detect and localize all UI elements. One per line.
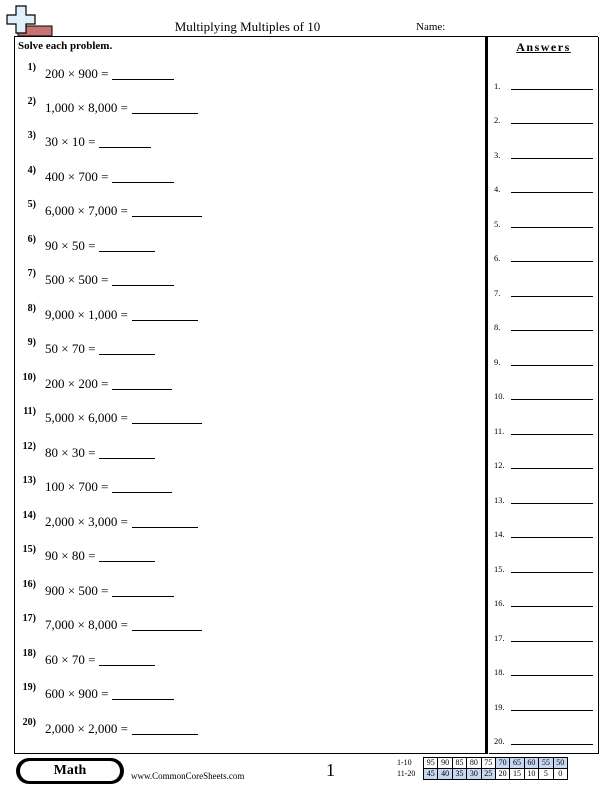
answer-blank[interactable] — [132, 308, 198, 321]
answer-blank[interactable] — [132, 515, 198, 528]
answers-panel — [489, 37, 599, 754]
answer-line[interactable] — [511, 399, 593, 400]
answer-line[interactable] — [511, 606, 593, 607]
score-cell: 30 — [467, 769, 481, 780]
problem-expression: 1,000 × 8,000 = — [45, 100, 128, 115]
score-cell: 10 — [524, 769, 538, 780]
score-cell: 70 — [495, 758, 509, 769]
score-cell: 80 — [467, 758, 481, 769]
score-cell: 50 — [553, 758, 567, 769]
answer-label: 20. — [494, 736, 505, 746]
problem-expression: 500 × 500 = — [45, 272, 109, 287]
answer-label: 12. — [494, 460, 505, 470]
answer-line[interactable] — [511, 192, 593, 193]
score-cell: 40 — [438, 769, 452, 780]
answer-label: 18. — [494, 667, 505, 677]
score-cell: 95 — [424, 758, 438, 769]
answer-blank[interactable] — [112, 273, 174, 286]
problem-number: 6) — [27, 234, 36, 245]
problem-number: 15) — [22, 544, 36, 555]
problem-number: 14) — [22, 510, 36, 521]
problem-number: 5) — [27, 199, 36, 210]
answer-line[interactable] — [511, 641, 593, 642]
problem-expression: 200 × 200 = — [45, 376, 109, 391]
answer-label: 15. — [494, 564, 505, 574]
problem-expression: 200 × 900 = — [45, 66, 109, 81]
score-row — [397, 758, 567, 769]
score-cell: 0 — [553, 769, 567, 780]
score-cell: 5 — [539, 769, 553, 780]
problem-number: 3) — [27, 130, 36, 141]
answer-blank[interactable] — [99, 239, 155, 252]
answer-line[interactable] — [511, 89, 593, 90]
score-row-label: 11-20 — [397, 769, 416, 778]
problem-expression: 7,000 × 8,000 = — [45, 617, 128, 632]
problem-number: 8) — [27, 303, 36, 314]
answer-blank[interactable] — [112, 480, 172, 493]
answer-label: 16. — [494, 598, 505, 608]
answer-label: 14. — [494, 529, 505, 539]
worksheet-title: Multiplying Multiples of 10 — [174, 19, 321, 34]
score-row — [397, 769, 567, 780]
answer-line[interactable] — [511, 296, 593, 297]
answer-label: 2. — [494, 115, 501, 125]
instructions: Solve each problem. — [18, 40, 113, 52]
score-cell: 20 — [495, 769, 509, 780]
problem-expression: 90 × 80 = — [45, 548, 96, 563]
problem-number: 10) — [22, 372, 36, 383]
problem-expression: 60 × 70 = — [45, 652, 96, 667]
score-cell: 90 — [438, 758, 452, 769]
problem-number: 13) — [22, 475, 36, 486]
answer-line[interactable] — [511, 227, 593, 228]
problem-number: 11) — [23, 406, 36, 417]
score-cell: 60 — [524, 758, 538, 769]
answer-label: 6. — [494, 253, 501, 263]
answer-line[interactable] — [511, 365, 593, 366]
answer-label: 17. — [494, 633, 505, 643]
problem-number: 1) — [27, 62, 36, 73]
answer-line[interactable] — [511, 710, 593, 711]
answer-label: 8. — [494, 322, 501, 332]
answer-blank[interactable] — [132, 101, 198, 114]
score-cell: 85 — [452, 758, 466, 769]
answer-label: 4. — [494, 184, 501, 194]
score-table — [397, 757, 568, 780]
answer-blank[interactable] — [132, 618, 202, 631]
answers-title: Answers — [516, 40, 571, 54]
answer-line[interactable] — [511, 434, 593, 435]
problem-number: 20) — [22, 717, 36, 728]
problem-expression: 6,000 × 7,000 = — [45, 203, 128, 218]
answer-blank[interactable] — [132, 411, 202, 424]
answer-label: 13. — [494, 495, 505, 505]
answer-line[interactable] — [511, 468, 593, 469]
panel-divider — [486, 37, 488, 754]
answer-blank[interactable] — [99, 446, 155, 459]
score-cell: 55 — [539, 758, 553, 769]
answer-blank[interactable] — [112, 170, 174, 183]
problem-expression: 9,000 × 1,000 = — [45, 307, 128, 322]
answer-line[interactable] — [511, 123, 593, 124]
answer-line[interactable] — [511, 158, 593, 159]
answer-blank[interactable] — [132, 204, 202, 217]
answer-line[interactable] — [511, 261, 593, 262]
problem-expression: 80 × 30 = — [45, 445, 96, 460]
answer-line[interactable] — [511, 744, 593, 745]
problem-expression: 30 × 10 = — [45, 134, 96, 149]
problem-number: 12) — [22, 441, 36, 452]
answer-line[interactable] — [511, 503, 593, 504]
answer-blank[interactable] — [112, 687, 174, 700]
answer-line[interactable] — [511, 330, 593, 331]
score-row-label: 1-10 — [397, 758, 412, 767]
answer-label: 10. — [494, 391, 505, 401]
name-label: Name: — [416, 21, 446, 33]
answer-blank[interactable] — [112, 584, 174, 597]
problem-number: 9) — [27, 337, 36, 348]
answer-line[interactable] — [511, 537, 593, 538]
answer-label: 11. — [494, 426, 505, 436]
problem-number: 4) — [27, 165, 36, 176]
page-number: 1 — [326, 760, 335, 780]
problem-expression: 2,000 × 3,000 = — [45, 514, 128, 529]
score-cell: 35 — [452, 769, 466, 780]
answer-label: 9. — [494, 357, 501, 367]
score-cell: 45 — [424, 769, 438, 780]
answer-label: 19. — [494, 702, 505, 712]
problem-number: 17) — [22, 613, 36, 624]
problem-expression: 2,000 × 2,000 = — [45, 721, 128, 736]
answer-label: 7. — [494, 288, 501, 298]
problem-number: 18) — [22, 648, 36, 659]
problem-expression: 600 × 900 = — [45, 686, 109, 701]
score-cell: 15 — [510, 769, 524, 780]
problem-number: 7) — [27, 268, 36, 279]
subject-badge-label: Math — [20, 761, 120, 781]
problem-number: 2) — [27, 96, 36, 107]
problem-expression: 900 × 500 = — [45, 583, 109, 598]
score-cell: 65 — [510, 758, 524, 769]
answer-blank[interactable] — [132, 722, 198, 735]
problem-expression: 400 × 700 = — [45, 169, 109, 184]
answer-blank[interactable] — [99, 342, 155, 355]
score-cell: 75 — [481, 758, 495, 769]
answer-label: 1. — [494, 81, 501, 91]
problem-expression: 50 × 70 = — [45, 341, 96, 356]
problem-number: 16) — [22, 579, 36, 590]
answer-label: 5. — [494, 219, 501, 229]
answer-blank[interactable] — [112, 377, 172, 390]
problem-number: 19) — [22, 682, 36, 693]
answer-label: 3. — [494, 150, 501, 160]
answer-line[interactable] — [511, 572, 593, 573]
answer-blank[interactable] — [99, 549, 155, 562]
answer-blank[interactable] — [99, 135, 151, 148]
problem-expression: 100 × 700 = — [45, 479, 109, 494]
answer-blank[interactable] — [99, 653, 155, 666]
answer-line[interactable] — [511, 675, 593, 676]
score-cell: 25 — [481, 769, 495, 780]
website-url: www.CommonCoreSheets.com — [131, 771, 245, 781]
problem-expression: 5,000 × 6,000 = — [45, 410, 128, 425]
problem-expression: 90 × 50 = — [45, 238, 96, 253]
subject-badge — [16, 758, 124, 784]
answer-blank[interactable] — [112, 67, 174, 80]
